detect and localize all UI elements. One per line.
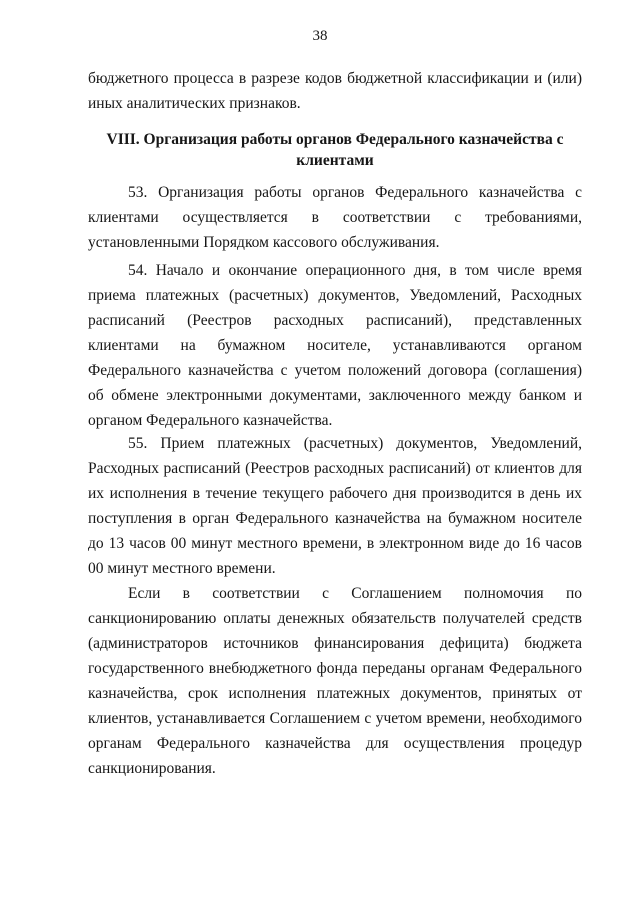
paragraph-54: 54. Начало и окончание операционного дня, в том числе время приема платежных (расчетных) документов, Уведомлений, Расходных расписаний (Реестров расходных расписаний), представленных клиентами на бумажном носителе, устанавливаются органом Федерального казначейства с учетом положений договора (соглашения) об обмене электронными документами, заключенного между банком и органом Федерального казначейства. (88, 262, 582, 429)
paragraph-continuation: бюджетного процесса в разрезе кодов бюджетной классификации и (или) иных аналитических признаков. (88, 70, 582, 112)
paragraph-55: 55. Прием платежных (расчетных) документов, Уведомлений, Расходных расписаний (Реестров расходных расписаний) от клиентов для их исполнения в течение текущего рабочего дня производится в день их поступления в орган Федерального казначейства на бумажном носителе до 13 часов 00 минут местного времени, в электронном виде до 16 часов 00 минут местного времени. (88, 435, 582, 577)
page-number: 38 (312, 28, 328, 44)
section-heading: VIII. Организация работы органов Федерального казначейства с клиентами (106, 131, 564, 169)
paragraph-if-agreement: Если в соответствии с Соглашением полномочия по санкционированию оплаты денежных обязательств получателей средств (администраторов источников финансирования дефицита) бюджета государственного внебюджетного фонда переданы органам Федерального казначейства, срок исполнения платежных документов, принятых от клиентов, устанавливается Соглашением с учетом времени, необходимого органам Федерального казначейства для осуществления процедур санкционирования. (88, 585, 582, 777)
paragraph-53: 53. Организация работы органов Федерального казначейства с клиентами осуществляется в соответствии с требованиями, установленными Порядком кассового обслуживания. (88, 184, 582, 251)
